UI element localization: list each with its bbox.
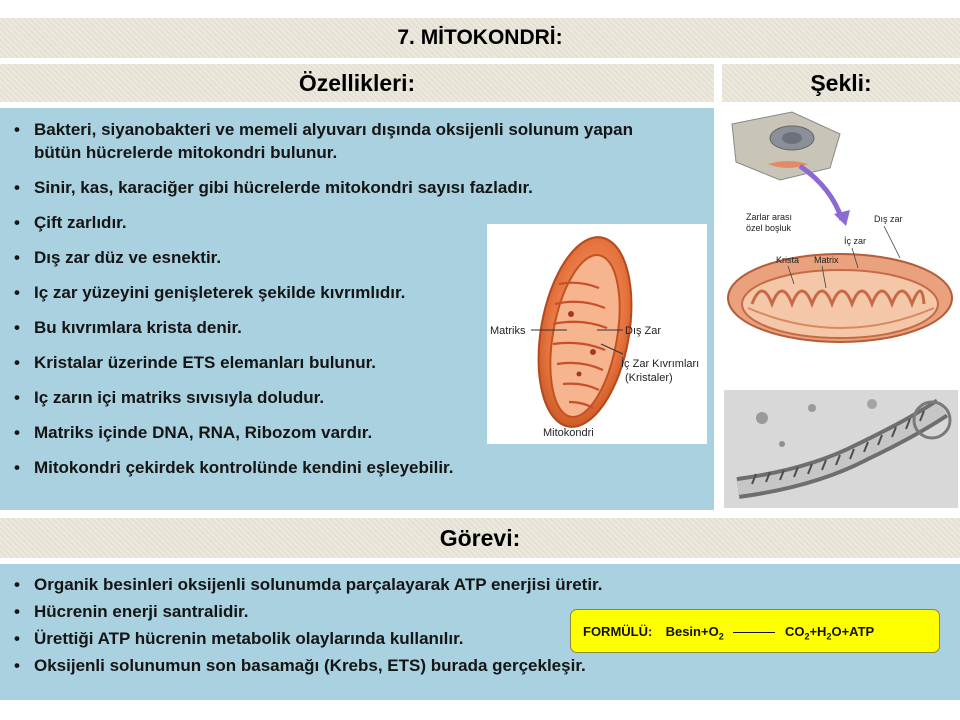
list-item: • Hücrenin enerji santralidir. (0, 600, 960, 623)
shape-panel (722, 108, 960, 510)
formula-reactant-sub: 2 (718, 631, 724, 642)
formula-arrow-line (733, 632, 775, 633)
shape-header-label: Şekli: (810, 70, 872, 96)
formula-product-a: CO (784, 624, 805, 639)
list-item: • Matriks içinde DNA, RNA, Ribozom vardır. (0, 421, 704, 444)
list-item: • Kristalar üzerinde ETS elemanları bulunur. (0, 351, 704, 374)
title-bar (0, 18, 960, 58)
features-header-label: Özellikleri: (298, 70, 416, 96)
label-dis-zar-right: Dış zar (874, 214, 903, 224)
label-matriks: Matriks (490, 325, 526, 337)
list-item: • Sinir, kas, karaciğer gibi hücrelerde mitokondri sayısı fazladır. (0, 176, 704, 199)
formula-box (570, 609, 940, 653)
formula-label: FORMÜLÜ: (583, 624, 653, 639)
list-item: • Oksijenli solunumun son basamağı (Krebs, ETS) burada gerçekleşir. (0, 654, 960, 677)
label-ozel-bosluk: özel boşluk (746, 223, 792, 233)
label-kristaler: (Kristaler) (625, 372, 673, 384)
formula-product-b-sub: 2 (826, 631, 832, 642)
label-krista: Krista (776, 255, 800, 265)
list-item: • Organik besinleri oksijenli solunumda parçalayarak ATP enerjisi üretir. (0, 573, 960, 596)
mitochondria-illustration (487, 224, 707, 444)
features-header (0, 64, 714, 102)
list-item: • Bakteri, siyanobakteri ve memeli alyuvarı dışında oksijenli solunum yapan bütün hücrelerde mitokondri bulunur. (0, 118, 684, 164)
formula-product-c: O+ATP (831, 624, 875, 639)
list-item: • Dış zar düz ve esnektir. (0, 246, 704, 269)
formula-reactant: Besin+O (665, 624, 719, 639)
label-mitokondri: Mitokondri (543, 427, 594, 439)
label-matrix: Matrix (814, 255, 839, 265)
label-ic-zar-right: İç zar (844, 236, 867, 246)
list-item: • Ürettiği ATP hücrenin metabolik olaylarında kullanılır. (0, 627, 960, 650)
page-title: 7. MİTOKONDRİ: (397, 26, 563, 49)
list-item: • Iç zarın içi matriks sıvısıyla doludur. (0, 386, 704, 409)
duty-header (0, 518, 960, 558)
list-item: • Mitokondri çekirdek kontrolünde kendini eşleyebilir. (0, 456, 704, 479)
list-item: • Çift zarlıdır. (0, 211, 704, 234)
label-zarlar-arasi: Zarlar arası (746, 212, 793, 222)
shape-header (722, 64, 960, 102)
mitochondria-3d-illustration (722, 108, 960, 510)
formula-product-b: +H (809, 624, 827, 639)
list-item: • Bu kıvrımlara krista denir. (0, 316, 704, 339)
label-ic-zar: İç Zar Kıvrımları (621, 358, 700, 370)
list-item: • Iç zar yüzeyini genişleterek şekilde kıvrımlıdır. (0, 281, 704, 304)
formula-product-a-sub: 2 (804, 631, 810, 642)
duty-header-label: Görevi: (439, 525, 521, 551)
label-dis-zar: Dış Zar (625, 325, 662, 337)
mitochondria-diagram (487, 224, 707, 444)
